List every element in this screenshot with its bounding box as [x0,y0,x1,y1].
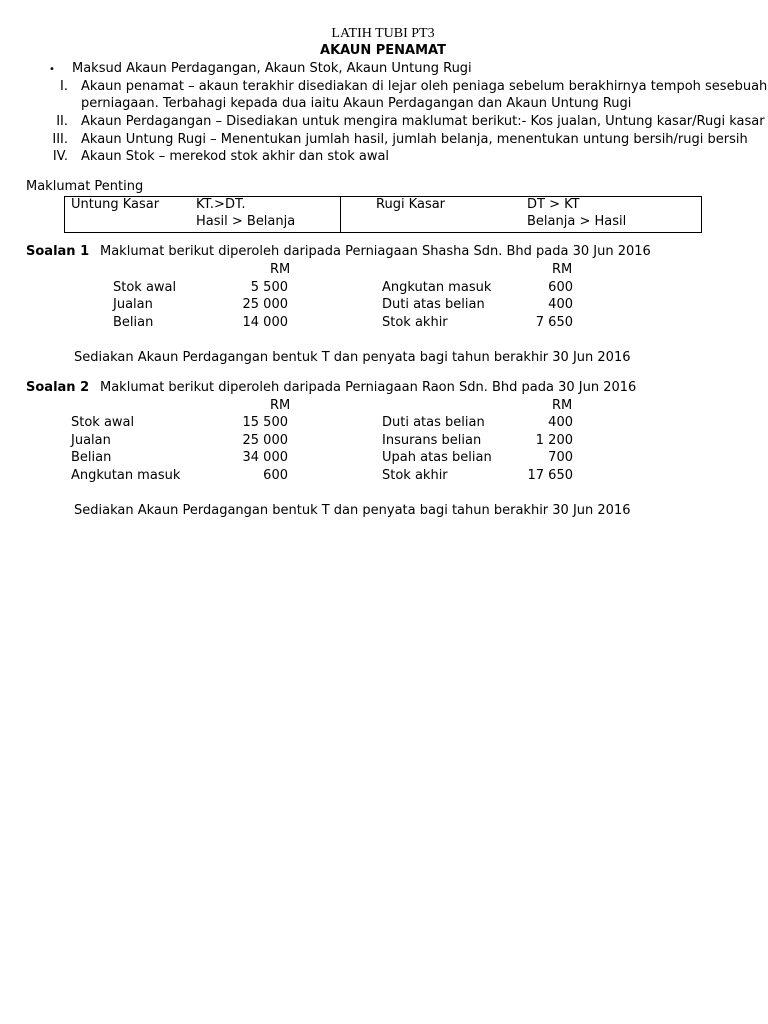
soalan1-right-item: Angkutan masuk [382,280,492,295]
untung-kasar-rule2: Hasil > Belanja [196,214,296,229]
maklumat-box-divider [340,197,341,232]
soalan2-left-item: Stok awal [71,415,135,430]
soalan1-right-item: Duti atas belian [382,297,485,312]
soalan1-left-amount: 5 500 [250,280,288,295]
maklumat-heading: Maklumat Penting [26,179,144,194]
list-item-text: perniagaan. Terbahagi kepada dua iaitu Akaun Perdagangan dan Akaun Untung Rugi [81,96,632,111]
soalan2-label: Soalan 2 [26,380,90,395]
soalan1-left-item: Belian [113,315,154,330]
soalan2-right-item: Stok akhir [382,468,448,483]
rugi-kasar-label: Rugi Kasar [376,197,446,212]
soalan1-text: Maklumat berikut diperoleh daripada Perniagaan Shasha Sdn. Bhd pada 30 Jun 2016 [100,244,651,259]
soalan1-currency-left: RM [270,262,291,277]
rugi-kasar-rule2: Belanja > Hasil [527,214,627,229]
list-item-text: Akaun penamat – akaun terakhir disediakan di lejar oleh peniaga sebelum berakhirnya tempoh sesebuah [81,79,768,94]
page-title: LATIH TUBI PT3 [331,26,435,41]
rugi-kasar-rule1: DT > KT [527,197,580,212]
bullet-glyph: • [49,64,55,75]
soalan2-right-item: Duti atas belian [382,415,485,430]
soalan2-left-amount: 25 000 [242,433,288,448]
list-item-number: I. [60,79,68,94]
soalan1-left-item: Stok awal [113,280,177,295]
untung-kasar-rule1: KT.>DT. [196,197,246,212]
soalan1-left-item: Jualan [113,297,153,312]
soalan1-right-amount: 600 [548,280,573,295]
soalan2-left-amount: 34 000 [242,450,288,465]
soalan1-right-item: Stok akhir [382,315,448,330]
list-item-text: Akaun Perdagangan – Disediakan untuk mengira maklumat berikut:- Kos jualan, Untung kasar/Rugi kasar [81,114,765,129]
soalan2-text: Maklumat berikut diperoleh daripada Perniagaan Raon Sdn. Bhd pada 30 Jun 2016 [100,380,637,395]
soalan2-left-amount: 15 500 [242,415,288,430]
soalan2-right-item: Insurans belian [382,433,482,448]
soalan1-label: Soalan 1 [26,244,90,259]
list-item-number: II. [56,114,68,129]
soalan2-left-item: Angkutan masuk [71,468,181,483]
list-item-text: Akaun Stok – merekod stok akhir dan stok awal [81,149,390,164]
soalan2-right-amount: 17 650 [527,468,573,483]
list-item-number: III. [52,132,68,147]
soalan2-instruction: Sediakan Akaun Perdagangan bentuk T dan penyata bagi tahun berakhir 30 Jun 2016 [74,503,631,518]
soalan2-right-amount: 1 200 [535,433,573,448]
soalan1-right-amount: 7 650 [535,315,573,330]
soalan1-currency-right: RM [552,262,573,277]
soalan2-right-item: Upah atas belian [382,450,492,465]
list-item-text: Akaun Untung Rugi – Menentukan jumlah hasil, jumlah belanja, menentukan untung bersih/rugi bersih [81,132,748,147]
list-item-number: IV. [52,149,68,164]
soalan2-currency-right: RM [552,398,573,413]
soalan1-instruction: Sediakan Akaun Perdagangan bentuk T dan penyata bagi tahun berakhir 30 Jun 2016 [74,350,631,365]
soalan2-right-amount: 700 [548,450,573,465]
soalan2-right-amount: 400 [548,415,573,430]
soalan2-left-item: Belian [71,450,112,465]
soalan2-currency-left: RM [270,398,291,413]
soalan2-left-item: Jualan [71,433,111,448]
bullet-text: Maksud Akaun Perdagangan, Akaun Stok, Akaun Untung Rugi [72,61,472,76]
page-subtitle: AKAUN PENAMAT [320,43,446,58]
soalan1-left-amount: 25 000 [242,297,288,312]
soalan1-left-amount: 14 000 [242,315,288,330]
soalan2-left-amount: 600 [263,468,288,483]
untung-kasar-label: Untung Kasar [71,197,160,212]
soalan1-right-amount: 400 [548,297,573,312]
